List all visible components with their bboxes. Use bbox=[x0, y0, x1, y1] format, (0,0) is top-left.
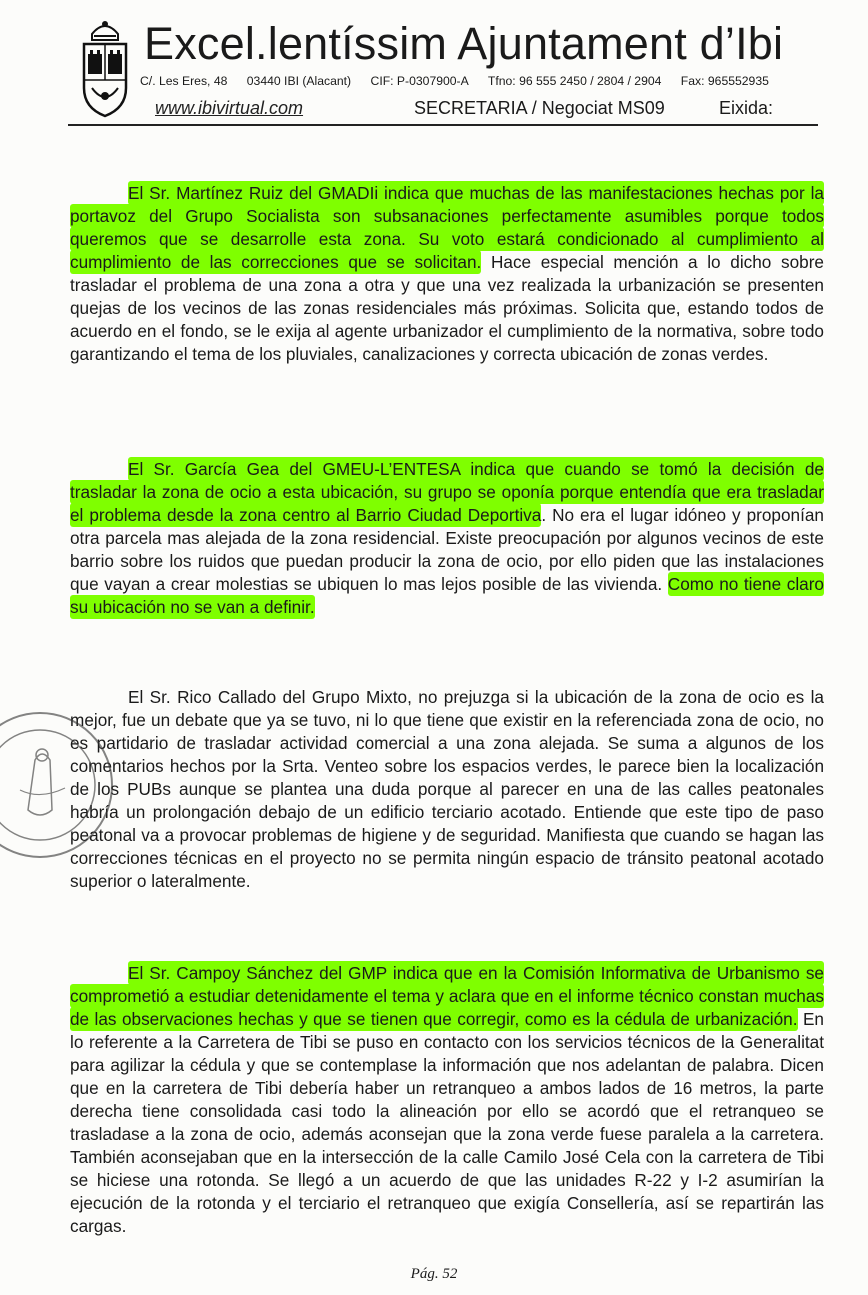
contact-line bbox=[140, 74, 785, 88]
paragraph-rico bbox=[70, 686, 824, 893]
seal-stamp bbox=[0, 700, 140, 870]
letterhead bbox=[0, 0, 868, 130]
website-link[interactable]: www.ibivirtual.com bbox=[155, 98, 304, 118]
paragraph-martinez bbox=[70, 182, 824, 366]
street-address: C/. Les Eres, 48 bbox=[140, 74, 228, 88]
paragraph-campoy bbox=[70, 962, 824, 1238]
paragraph-garcia bbox=[70, 458, 824, 619]
fax-number: Fax: 965552935 bbox=[680, 74, 769, 88]
paragraph-text: En lo referente a la Carretera de Tibi se puso en contacto con los servicios técnicos de la Generalitat para agilizar la cédula y que se contemplase la información que nos adelantan de palabra. Dicen que en la carretera de Tibi debería haber un retranqueo a ambos lados de 16 metros, la parte derecha tiene consolidada casi todo la alineación por ello se acordó que el retranqueo se trasladase a la zona de ocio, además aconsejan que la zona verde fuese paralela a la carretera. También aconsejaban que en la intersección de la calle Camilo José Cela con la carretera de Tibi se hiciese una rotonda. Se llegó a un acuerdo de que las unidades R-22 y I-2 asumirían la ejecución de la rotonda y el terciario el retranqueo que exigía Consellería, así se repartirán las cargas. bbox=[70, 1009, 824, 1236]
paragraph-text: Hace especial mención a lo dicho sobre trasladar el problema de una zona a otra y que una vez realizada la urbanización se presenten quejas de los vecinos de las zonas residenciales más próximas. Solicita que, estando todos de acuerdo en el fondo, se le exija al agente urbanizador el cumplimiento de la normativa, sobre todo garantizando el tema de los pluviales, canalizaciones y correcta ubicación de zonas verdes. bbox=[70, 252, 824, 364]
institution-title: Excel.lentíssim Ajuntament d’Ibi bbox=[144, 18, 784, 69]
highlighted-text: El Sr. García Gea del GMEU-L’ENTESA indica que cuando se tomó la decisión de trasladar la zona de ocio a esta ubicación, su grupo se oponía porque entendía que era trasladar el problema desde la zona centro al Barrio Ciudad Deportiva bbox=[70, 459, 824, 525]
paragraph-text: El Sr. Rico Callado del Grupo Mixto, no prejuzga si la ubicación de la zona de ocio es la mejor, fue un debate que ya se tuvo, ni lo que tiene que existir en la referenciada zona de ocio, no es partidario de trasladar actividad comercial a una zona alejada. Se suma a algunos de los comentarios hechos por la Srta. Venteo sobre los espacios verdes, le parece bien la localización de los PUBs aunque se plantea una duda porque al parecer en una de las calles peatonales habría un prolongación debajo de un edificio terciario acotado. Entiende que este tipo de paso peatonal va a provocar problemas de higiene y de seguridad. Manifiesta que cuando se hagan las correcciones técnicas en el proyecto no se permita ningún espacio de tránsito peatonal acotado superior o lateralmente. bbox=[70, 687, 824, 891]
highlighted-text: Como no tiene claro su ubicación no se van a definir. bbox=[70, 574, 824, 617]
paragraph-text: . No era el lugar idóneo y proponían otra parcela mas alejada de la zona residencial. Existe preocupación por algunos vecinos de este barrio sobre los ruidos que puedan producir la zona de ocio, por ello piden que las instalaciones que vayan a crear molestias se ubiquen lo mas lejos posible de las vivienda. bbox=[70, 505, 824, 594]
department-label: SECRETARIA / Negociat MS09 bbox=[414, 98, 665, 118]
phone-numbers: Tfno: 96 555 2450 / 2804 / 2904 bbox=[487, 74, 662, 88]
highlighted-text: El Sr. Campoy Sánchez del GMP indica que en la Comisión Informativa de Urbanismo se comprometió a estudiar detenidamente el tema y aclara que en el informe técnico constan muchas de las observaciones hechas y que se tienen que corregir, como es la cédula de urbanización. bbox=[70, 963, 824, 1029]
highlighted-text: El Sr. Martínez Ruiz del GMADIi indica que muchas de las manifestaciones hechas por la portavoz del Grupo Socialista son subsanaciones perfectamente asumibles porque todos queremos que se desarrolle esta zona. Su voto estará condicionado al cumplimiento al cumplimiento de las correcciones que se solicitan. bbox=[70, 183, 824, 272]
cif-number: CIF: P-0307900-A bbox=[370, 74, 469, 88]
header-divider bbox=[68, 124, 818, 126]
page-number: Pág. 52 bbox=[410, 1266, 458, 1282]
exit-label: Eixida: bbox=[719, 98, 774, 118]
coat-of-arms-icon bbox=[78, 16, 132, 120]
postal-address: 03440 IBI (Alacant) bbox=[246, 74, 352, 88]
